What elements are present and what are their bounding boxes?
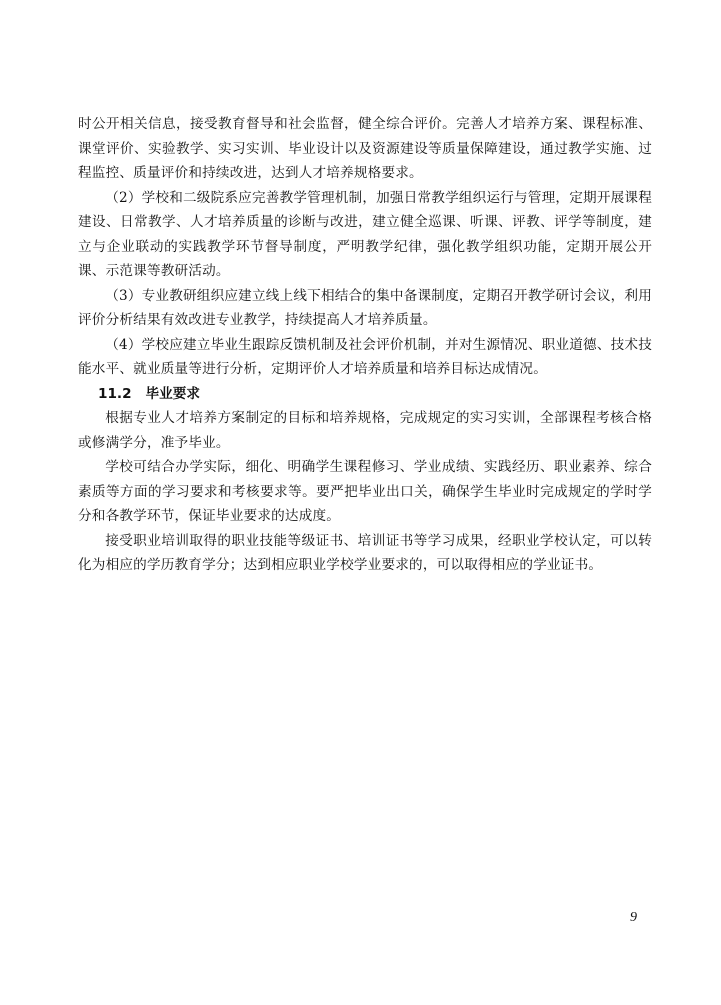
paragraph-continuation: 时公开相关信息，接受教育督导和社会监督，健全综合评价。完善人才培养方案、课程标准、课堂评价、实验教学、实习实训、毕业设计以及资源建设等质量保障建设，通过教学实施、过程监控、质量评价和持续改进，达到人才培养规格要求。: [78, 116, 652, 181]
paragraph-item-4: （4）学校应建立毕业生跟踪反馈机制及社会评价机制，并对生源情况、职业道德、技术技能水平、就业质量等进行分析，定期评价人才培养质量和培养目标达成情况。: [78, 336, 652, 377]
section-heading: [78, 382, 652, 407]
paragraph-graduation-requirements: 学校可结合办学实际，细化、明确学生课程修习、学业成绩、实践经历、职业素养、综合素质等方面的学习要求和考核要求等。要严把毕业出口关，确保学生毕业时完成规定的学时学分和各教学环节，保证毕业要求的达成度。: [78, 459, 652, 524]
paragraph-graduation-criteria: 根据专业人才培养方案制定的目标和培养规格，完成规定的实习实训，全部课程考核合格或修满学分，准予毕业。: [78, 410, 652, 451]
document-body: [78, 112, 652, 578]
page-number: 9: [630, 910, 637, 925]
section-number: 11.2: [98, 385, 132, 402]
paragraph-item-3: （3）专业教研组织应建立线上线下相结合的集中备课制度，定期召开教学研讨会议，利用评价分析结果有效改进专业教学，持续提高人才培养质量。: [78, 287, 652, 328]
paragraph-credit-transfer: 接受职业培训取得的职业技能等级证书、培训证书等学习成果，经职业学校认定，可以转化为相应的学历教育学分；达到相应职业学校学业要求的，可以取得相应的学业证书。: [78, 532, 652, 573]
paragraph-item-2: （2）学校和二级院系应完善教学管理机制，加强日常教学组织运行与管理，定期开展课程建设、日常教学、人才培养质量的诊断与改进，建立健全巡课、听课、评教、评学等制度，建立与企业联动的实践教学环节督导制度，严明教学纪律，强化教学组织功能，定期开展公开课、示范课等教研活动。: [78, 189, 652, 279]
section-title: 毕业要求: [145, 385, 200, 402]
